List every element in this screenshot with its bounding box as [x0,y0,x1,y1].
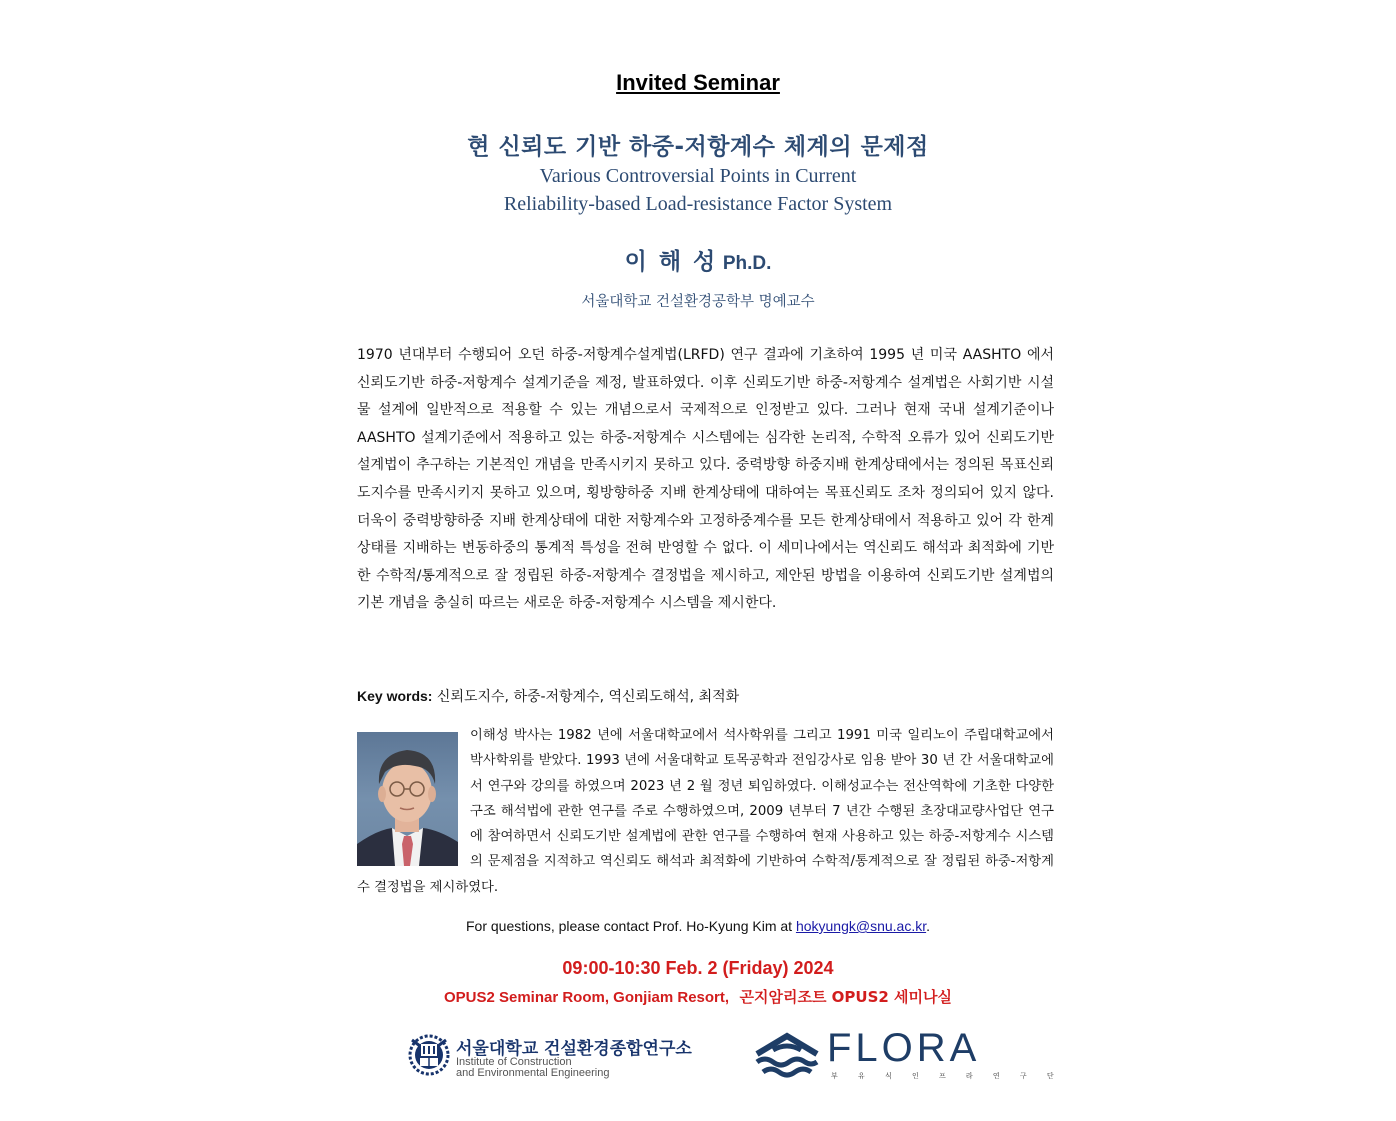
title-english-line2: Reliability-based Load-resistance Factor System [503,193,893,215]
seminar-heading: Invited Seminar [616,70,780,95]
snu-institute-logo [408,1034,698,1079]
event-venue [0,986,1396,1007]
title-korean: 현 신뢰도 기반 하중-저항계수 체계의 문제점 [467,134,929,160]
keywords-values: 신뢰도지수, 하중-저항계수, 역신뢰도해석, 최적화 [436,689,740,705]
contact-prefix: For questions, please contact Prof. Ho-Kyung Kim at [466,918,796,934]
speaker-name [0,243,1396,276]
flora-subtitle: 부 유 식 인 프 라 연 구 단 [831,1072,1063,1080]
flora-wordmark: FLORA [827,1026,981,1070]
keywords [357,686,1054,706]
event-venue-english: OPUS2 Seminar Room, Gonjiam Resort, [443,989,730,1006]
contact-suffix: . [926,918,930,934]
snu-institute-name-english-line2: and Environmental Engineering [456,1067,610,1079]
contact-line [0,918,1396,934]
snu-emblem-icon [408,1034,450,1076]
speaker-affiliation: 서울대학교 건설환경공학부 명예교수 [581,294,815,310]
portrait-illustration-icon [357,732,458,866]
snu-institute-name-korean: 서울대학교 건설환경종합연구소 [456,1039,692,1059]
snu-institute-name-english [456,1057,610,1079]
keywords-label: Key words: [357,688,433,704]
flora-wave-icon [755,1032,819,1080]
flora-logo [755,1026,1063,1082]
abstract [357,342,1054,618]
speaker-photo [357,732,458,866]
title-english-line1: Various Controversial Points in Current [539,165,857,187]
contact-email-link[interactable]: hokyungk@snu.ac.kr [795,918,927,934]
event-venue-korean: 곤지암리조트 OPUS2 세미나실 [739,988,953,1006]
speaker-name-korean: 이 해 성 [624,249,718,275]
event-time: 09:00-10:30 Feb. 2 (Friday) 2024 [562,958,834,978]
speaker-bio [357,723,1054,900]
speaker-degree: Ph.D. [722,253,772,274]
bio-text: 이해성 박사는 1982 년에 서울대학교에서 석사학위를 그리고 1991 미국 일리노이 주립대학교에서 박사학위를 받았다. 1993 년에 서울대학교 토목공학과 전임강사로 임용 받아 30 년 간 서울대학교에서 연구와 강의를 하였으며 2023 년 2 월 정년 퇴임하였다. 이해성교수는 전산역학에 기초한 다양한 구조 해석법에 관한 연구를 주로 수행하였으며, 2009 년부터 7 년간 수행된 초장대교량사업단 연구에 참여하면서 신뢰도기반 설계법에 관한 연구를 수행하여 현재 사용하고 있는 하중-저항계수 시스템의 문제점을 지적하고 역신뢰도 해석과 최적화에 기반하여 수학적/통계적으로 잘 정립된 하중-저항계수 결정법을 제시하였다. [357,728,1054,895]
snu-institute-name-english-line1: Institute of Construction [456,1056,572,1068]
abstract-text: 1970 년대부터 수행되어 오던 하중-저항계수설계법(LRFD) 연구 결과에 기초하여 1995 년 미국 AASHTO 에서 신뢰도기반 하중-저항계수 설계기준을 제정, 발표하였다. 이후 신뢰도기반 하중-저항계수 설계법은 사회기반 시설물 설계에 일반적으로 적용할 수 있는 개념으로서 국제적으로 인정받고 있다. 그러나 현재 국내 설계기준이나 AASHTO 설계기준에서 적용하고 있는 하중-저항계수 시스템에는 심각한 논리적, 수학적 오류가 있어 신뢰도기반 설계법이 추구하는 기본적인 개념을 만족시키지 못하고 있다. 중력방향 하중지배 한계상태에서는 정의된 목표신뢰도지수를 만족시키지 못하고 있으며, 횡방향하중 지배 한계상태에 대하여는 목표신뢰도 조차 정의되어 있지 않다. 더욱이 중력방향하중 지배 한계상태에 대한 저항계수와 고정하중계수를 모든 한계상태에서 적용하고 있어 각 한계상태를 지배하는 변동하중의 통계적 특성을 전혀 반영할 수 없다. 이 세미나에서는 역신뢰도 해석과 최적화에 기반한 수학적/통계적으로 잘 정립된 하중-저항계수 결정법을 제시하고, 제안된 방법을 이용하여 신뢰도기반 설계법의 기본 개념을 충실히 따르는 새로운 하중-저항계수 시스템을 제시한다. [357,347,1054,612]
